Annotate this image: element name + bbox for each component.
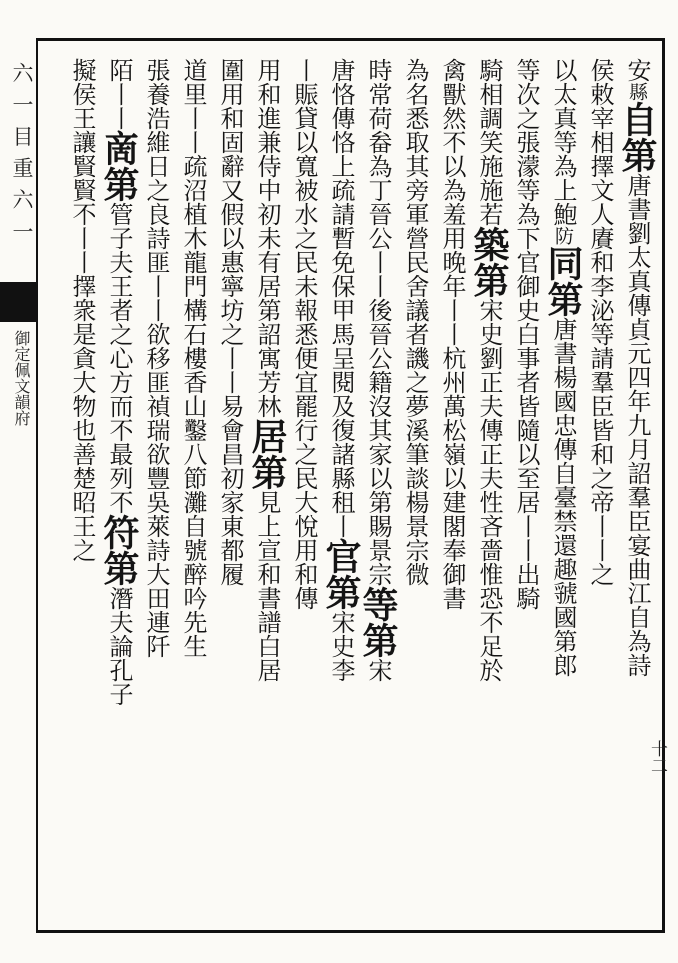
text-segment: 等次之張濛等為下 <box>512 58 540 250</box>
text-segment: 陌丨丨 <box>105 58 133 130</box>
text-segment: 官御史白事者皆隨以至居丨丨出騎 <box>512 250 540 610</box>
text-segment: 時常荷畚為丁晉公丨丨後晉公籍沒其家以第賜景宗 <box>364 58 392 586</box>
text-segment: 唐恪傳恪上疏請暫免保甲馬呈閱及復諸縣租丨 <box>327 58 355 538</box>
headword-char: 自 <box>616 101 658 137</box>
right-border <box>662 38 665 933</box>
text-segment: 用和進兼侍中初未有居第詔寓芳林 <box>253 58 281 418</box>
text-segment: 安 <box>623 58 651 82</box>
text-column-3 <box>542 58 584 677</box>
headword-char: 築 <box>468 226 510 262</box>
headword-char: 第 <box>320 574 362 610</box>
text-segment: 騎相調笑施施若 <box>475 58 503 226</box>
headword-char: 第 <box>98 550 140 586</box>
headword-char: 第 <box>616 137 658 173</box>
text-column-5 <box>468 58 510 682</box>
text-segment: 讓賢賢不丨丨擇衆是貪大物也 <box>68 130 96 442</box>
headword-char: 第 <box>357 622 399 658</box>
headword-char: 同 <box>542 245 584 281</box>
text-column-2 <box>583 58 617 586</box>
text-column-13 <box>176 58 210 658</box>
text-segment: 宋史李 <box>327 610 355 682</box>
text-segment: 宋 <box>364 658 392 682</box>
text-segment: 宋史劉正夫傳正夫性吝嗇惟恐不足於 <box>475 298 503 682</box>
text-segment: 侯 <box>586 58 614 82</box>
headword-char: 第 <box>98 166 140 202</box>
text-segment: 用和傳 <box>290 538 318 610</box>
text-segment: 唐書楊國忠傳自臺禁還趣虢國第郎 <box>549 317 577 677</box>
text-column-14 <box>139 58 173 658</box>
margin-title: 六 一 目 重 六 一 <box>10 62 34 244</box>
text-segment: 縣 <box>626 82 648 101</box>
bottom-border <box>36 930 662 933</box>
text-segment: 見上宣和書譜白居 <box>253 490 281 682</box>
text-segment: 以太真等為上 <box>549 58 577 202</box>
headword-char: 第 <box>542 281 584 317</box>
text-segment: 善楚昭王之 <box>68 442 96 562</box>
text-column-12 <box>213 58 247 586</box>
text-segment: 擬侯王 <box>68 58 96 130</box>
text-segment: 防 <box>552 226 574 245</box>
headword-char: 等 <box>357 586 399 622</box>
text-segment: 用晚年丨丨杭州萬松嶺以建閣奉御書 <box>438 226 466 610</box>
fish-tail-mark <box>0 282 38 322</box>
text-column-6 <box>435 58 469 610</box>
text-segment: 丨賑貸以寬被水之民未報悉便宜罷行之民大悅 <box>290 58 318 538</box>
text-column-16 <box>65 58 99 562</box>
text-column-4 <box>509 58 543 610</box>
text-column-8 <box>357 58 399 682</box>
text-segment: 禽獸然不以為羞 <box>438 58 466 226</box>
headword-char: 符 <box>98 514 140 550</box>
text-segment: 管子夫王者之心方而不最列不 <box>105 202 133 514</box>
text-segment: 敕宰相擇文人賡和李泌等請羣臣皆和之帝丨丨之 <box>586 82 614 586</box>
text-column-9 <box>320 58 362 682</box>
text-segment: 唐書劉太真傳貞元四年九月詔羣臣宴曲江自為詩 <box>623 173 651 677</box>
book-title: 御定佩文韻府 <box>12 330 31 426</box>
text-segment: 張養浩維日之良詩匪丨丨欲移匪禎瑞欲豐吳萊詩大田連阡 <box>142 58 170 658</box>
text-segment: 圍用和固辭又假以惠寧坊之丨丨 <box>216 58 244 394</box>
text-segment: 為名悉取其旁軍營民舍議者譏之夢溪筆談楊景宗微 <box>401 58 429 586</box>
top-border <box>36 38 662 41</box>
headword-char: 啇 <box>98 130 140 166</box>
text-column-7 <box>398 58 432 586</box>
text-segment: 道里丨丨疏沼植木龍門構石樓香山鑿八節灘自號醉吟先生 <box>179 58 207 658</box>
text-column-15 <box>98 58 140 706</box>
headword-char: 第 <box>246 454 288 490</box>
text-segment: 鮑 <box>549 202 577 226</box>
headword-char: 居 <box>246 418 288 454</box>
text-column-1 <box>616 58 658 677</box>
headword-char: 第 <box>468 262 510 298</box>
text-segment: 潛夫論孔子 <box>105 586 133 706</box>
page-number: 十二 <box>647 740 667 774</box>
text-segment: 易會昌初家東都履 <box>216 394 244 586</box>
headword-char: 官 <box>320 538 362 574</box>
text-column-10 <box>287 58 321 610</box>
text-column-11 <box>246 58 288 682</box>
